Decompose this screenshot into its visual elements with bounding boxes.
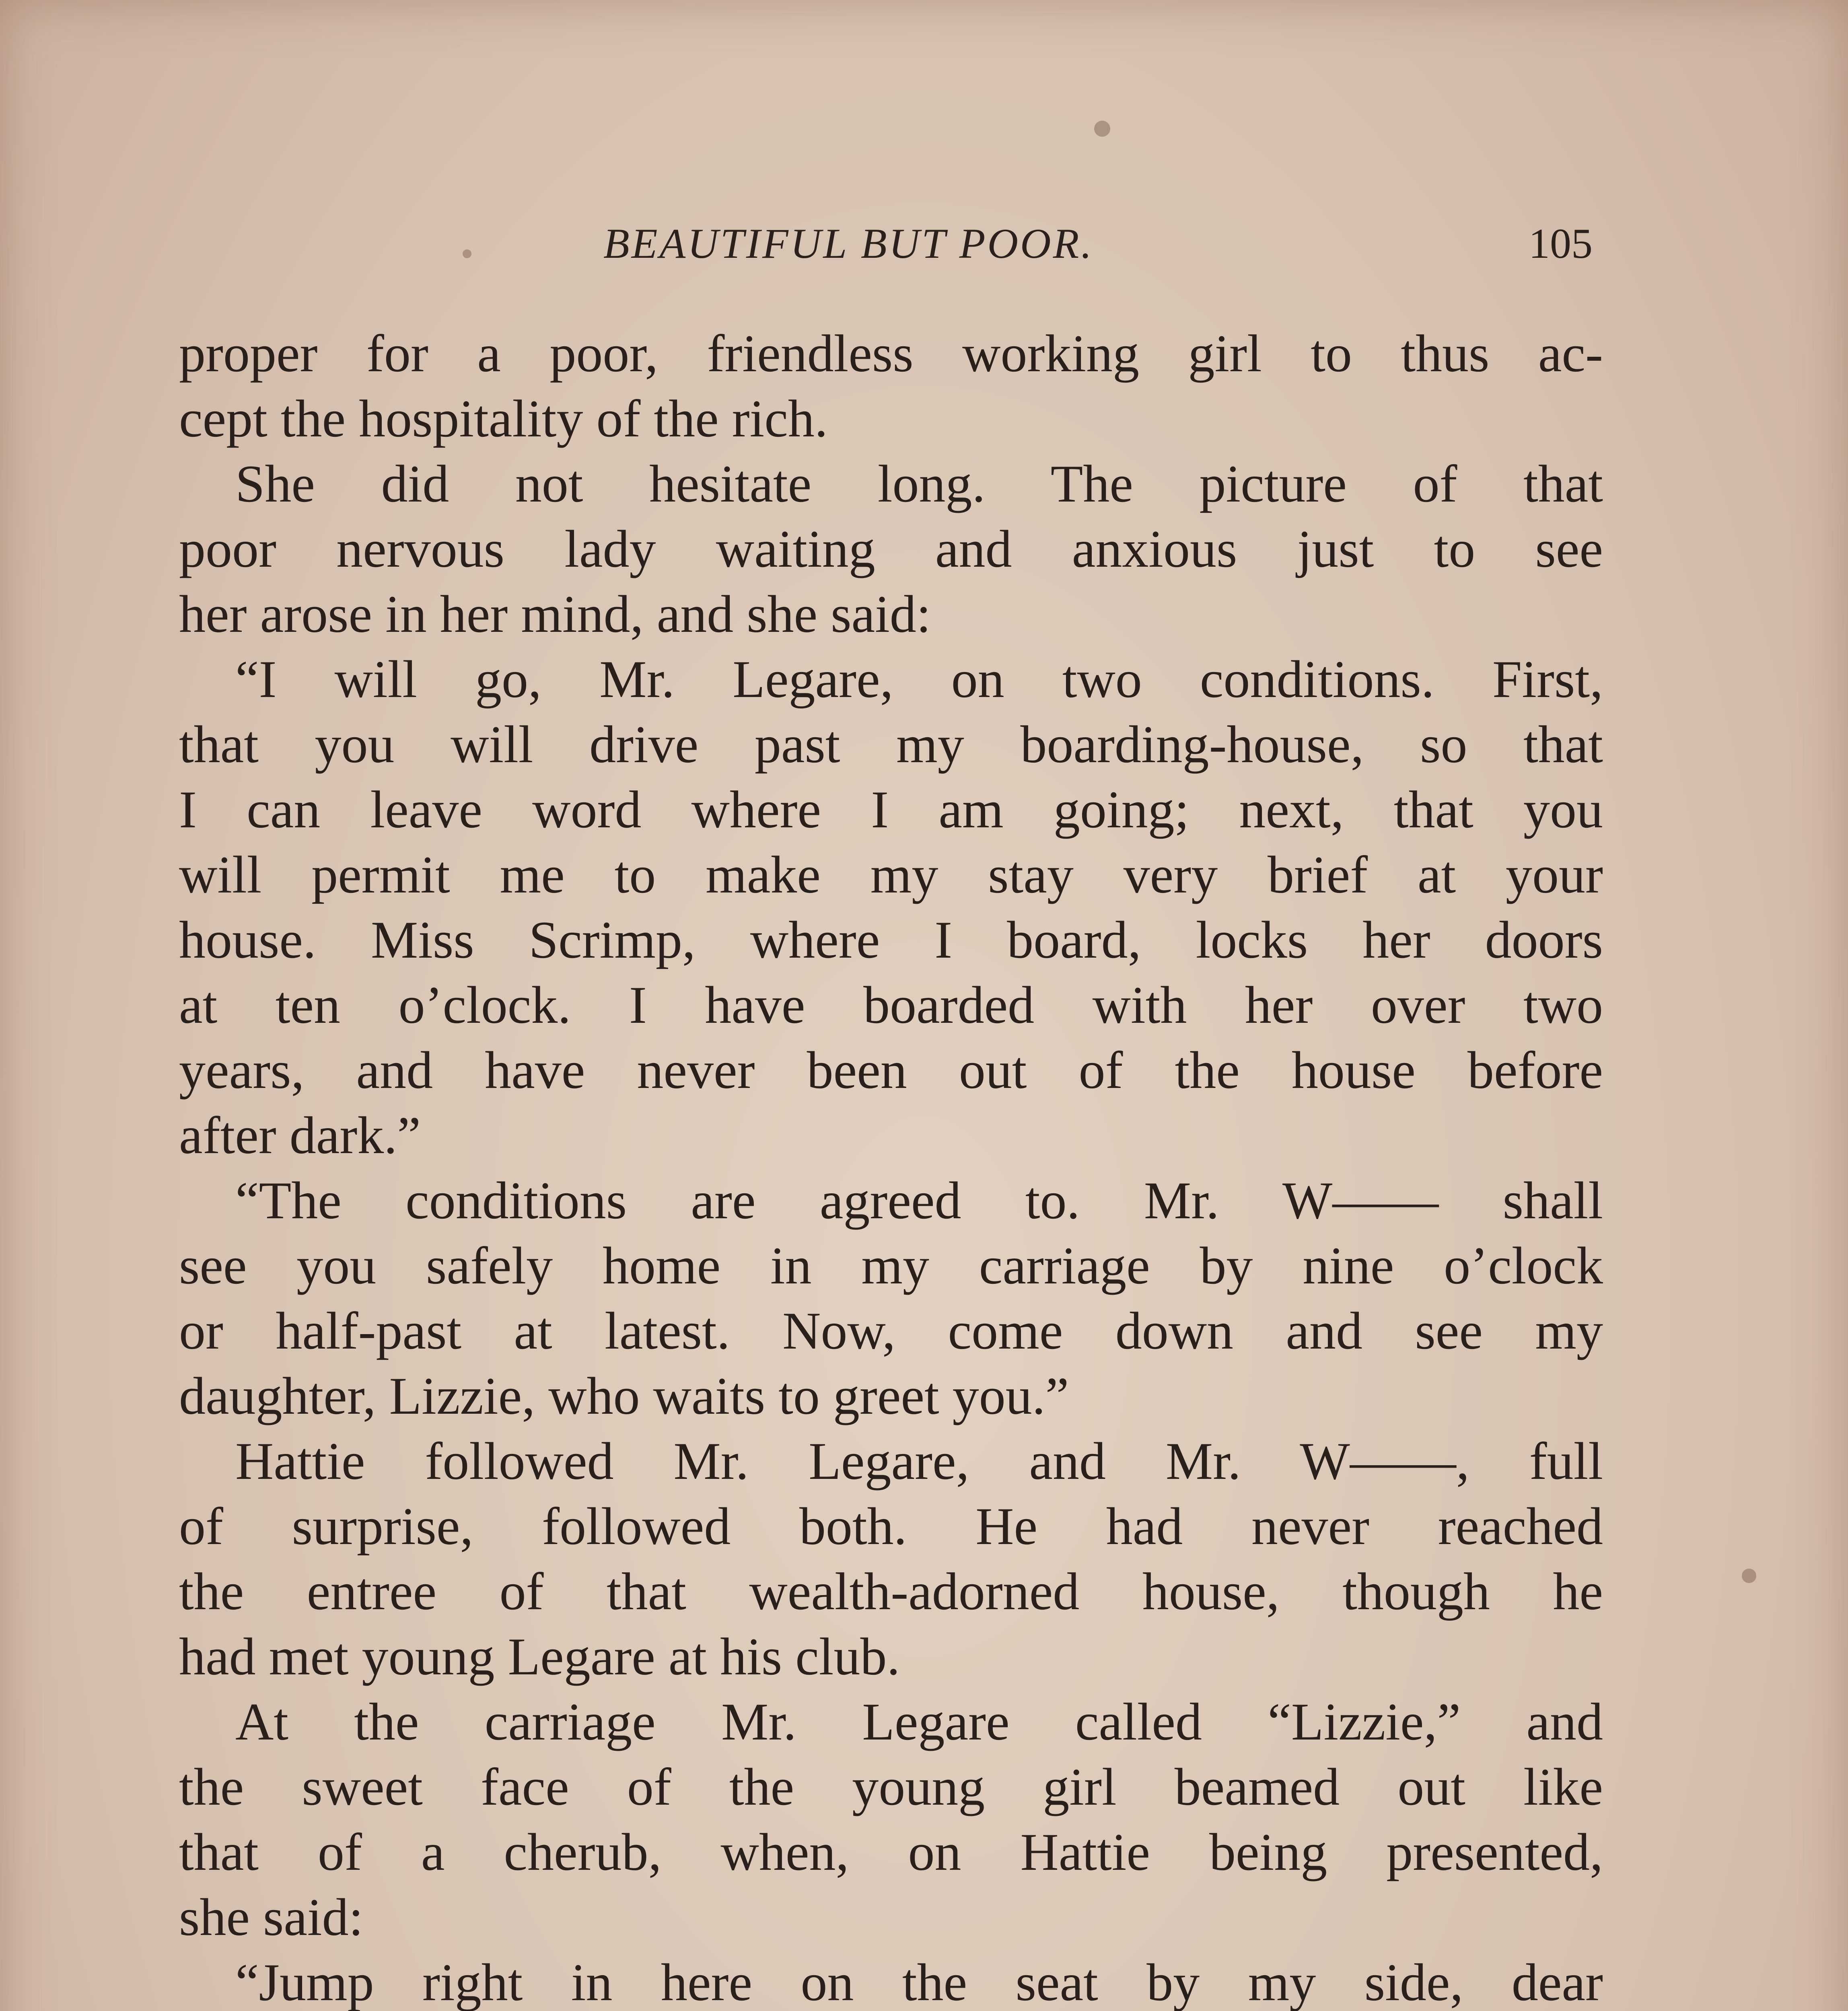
text-line: at ten o’clock. I have boarded with her over two: [179, 975, 1603, 1034]
text-line: daughter, Lizzie, who waits to greet you.”: [179, 1366, 1069, 1425]
paper-speck: [1094, 121, 1110, 137]
text-line: the sweet face of the young girl beamed out like: [179, 1757, 1603, 1816]
text-line: see you safely home in my carriage by nine o’clock: [179, 1236, 1603, 1295]
text-line: poor nervous lady waiting and anxious just to see: [179, 519, 1603, 578]
paper-speck: [1742, 1569, 1756, 1583]
text-line: of surprise, followed both. He had never reached: [179, 1497, 1603, 1556]
text-line: Hattie followed Mr. Legare, and Mr. W——, full: [235, 1431, 1603, 1491]
text-line: I can leave word where I am going; next, that you: [179, 780, 1603, 839]
text-line: “Jump right in here on the seat by my side, dear: [235, 1953, 1603, 2011]
text-line: that you will drive past my boarding-house, so that: [179, 715, 1603, 774]
text-line: the entree of that wealth-adorned house, though he: [179, 1562, 1603, 1621]
text-line: had met young Legare at his club.: [179, 1627, 900, 1686]
text-line: She did not hesitate long. The picture of that: [235, 454, 1603, 513]
text-line: that of a cherub, when, on Hattie being presented,: [179, 1822, 1603, 1881]
running-title: BEAUTIFUL BUT POOR.: [603, 220, 1094, 267]
text-line: will permit me to make my stay very brief at your: [179, 845, 1603, 904]
text-line: or half-past at latest. Now, come down and see my: [179, 1301, 1603, 1360]
body-text: [179, 321, 1603, 2011]
text-line: years, and have never been out of the house before: [179, 1040, 1603, 1100]
text-line: house. Miss Scrimp, where I board, locks her doors: [179, 910, 1603, 969]
text-line: At the carriage Mr. Legare called “Lizzie,” and: [235, 1692, 1603, 1751]
text-line: her arose in her mind, and she said:: [179, 584, 931, 644]
text-line: after dark.”: [179, 1106, 421, 1165]
text-line: she said:: [179, 1888, 364, 1947]
text-line: “I will go, Mr. Legare, on two conditions. First,: [235, 650, 1603, 709]
text-line: “The conditions are agreed to. Mr. W—— shall: [235, 1171, 1603, 1230]
text-line: proper for a poor, friendless working girl to thus ac-: [179, 324, 1603, 383]
text-line: cept the hospitality of the rich.: [179, 389, 828, 448]
page-number: 105: [1529, 220, 1593, 267]
paper-speck: [463, 249, 471, 258]
